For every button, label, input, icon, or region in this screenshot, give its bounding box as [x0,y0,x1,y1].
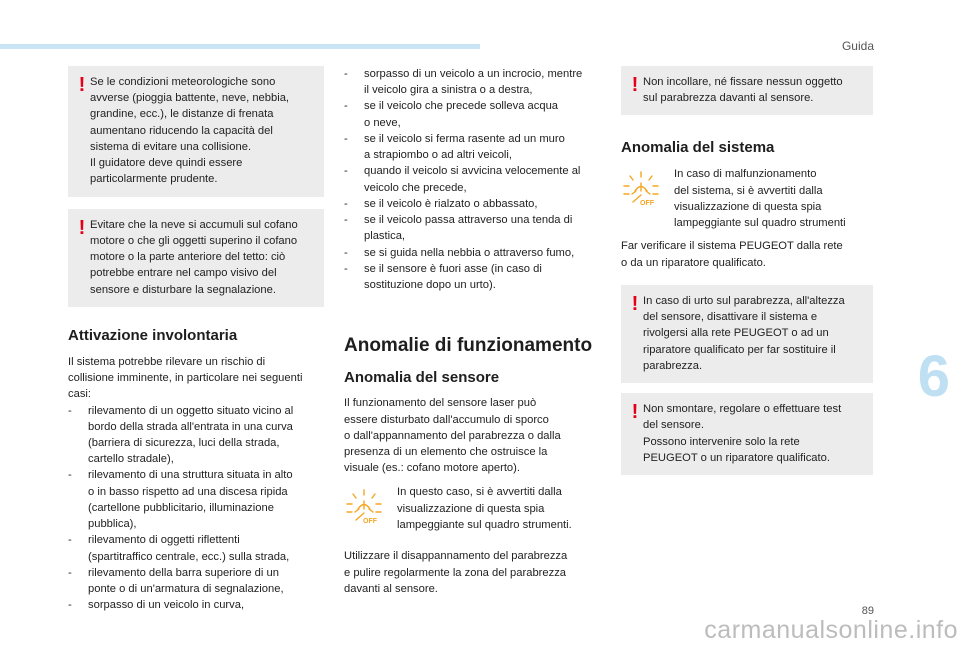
warning-text: Se le condizioni meteorologiche sono avverse (pioggia battente, neve, nebbia, grandine, ecc.), le distanze di frenata aumentano riducendo la capacità del sistema di evitare una collisione. Il guidatore deve quindi essere particolarmente prudente. [90,76,290,186]
heading-anomalia-del-sensore: Anomalia del sensore [344,369,500,387]
svg-text:OFF: OFF [363,518,377,526]
list-item: - rilevamento di un oggetto situato vicino al bordo della strada all'entrata in una curva (barriera di sicurezza, luci della strada, cartello stradale), [68,404,294,466]
list-item: - se il veicolo è rialzato o abbassato, [344,197,538,210]
heading-anomalie-di-funzionamento: Anomalie di funzionamento [344,335,593,357]
heading-anomalia-del-sistema: Anomalia del sistema [621,139,775,157]
list-item: - sorpasso di un veicolo a un incrocio, mentre il veicolo gira a sinistra o a destra, [344,68,583,97]
chapter-number: 6 [917,344,950,409]
page-number: 89 [861,605,874,617]
intro-paragraph: Il sistema potrebbe rilevare un rischio di collisione imminente, in particolare nei seguenti casi: [68,355,303,401]
section-title: Guida [841,39,874,53]
warning-icon: ! [631,292,639,315]
warning-box-weather [68,66,324,197]
warning-box-no-tamper [621,393,873,475]
column-left [68,66,324,614]
list-item: - se il veicolo che precede solleva acqua o neve, [344,100,559,129]
warning-text: Non smontare, regolare o effettuare test del sensore. Possono intervenire solo la rete PEUGEOT o un riparatore qualificato. [643,403,842,464]
list-item: - quando il veicolo si avvicina velocemente al veicolo che precede, [344,165,581,194]
watermark: carmanualsonline.info [704,616,958,644]
warning-text: Evitare che la neve si accumuli sul cofano motore o che gli oggetti superino il cofano motore o la parte anteriore del tetto: ciò potrebbe entrare nel campo visivo del sensore e disturbare la segnalazione. [90,218,298,296]
warning-icon: ! [78,74,86,96]
list-item: - se il veicolo passa attraverso una tenda di plastica, [344,214,573,243]
warning-icon: ! [631,401,639,424]
column-right [621,66,873,485]
defog-paragraph: Utilizzare il disappannamento del parabrezza e pulire regolarmente la zona del parabrezza davanti al sensore. [344,550,568,595]
warning-box-windscreen [621,66,873,115]
bullet-list [68,403,324,614]
svg-text:OFF: OFF [640,200,654,208]
collision-warning-off-lamp-icon [344,488,384,528]
list-item: - se il sensore è fuori asse (in caso di sostituzione dopo un urto). [344,262,542,292]
sensor-paragraph: Il funzionamento del sensore laser può essere disturbato dall'accumulo di sporco o dall'appannamento del parabrezza o dalla presenza di un elemento che ostruisce la visuale (es.: cofano motore aperto). [344,397,561,475]
sensor-lamp-text: In questo caso, si è avvertiti dalla visualizzazione di questa spia lampeggiante sul quadro strumenti. [397,486,572,531]
sensor-lamp-row [344,484,600,542]
heading-attivazione-involontaria: Attivazione involontaria [68,326,238,344]
system-lamp-row [621,166,873,230]
check-system-paragraph: Far verificare il sistema PEUGEOT dalla rete o da un riparatore qualificato. [621,240,843,269]
warning-text: In caso di urto sul parabrezza, all'altezza del sensore, disattivare il sistema e rivolgersi alla rete PEUGEOT o ad un riparatore qualificato per far sostituire il parabrezza. [643,294,845,372]
warning-text: Non incollare, né fissare nessun oggetto sul parabrezza davanti al sensore. [643,76,843,105]
list-item: - se il veicolo si ferma rasente ad un muro a strapiombo o ad altri veicoli, [344,132,565,162]
warning-icon: ! [631,74,639,96]
column-middle [344,66,600,597]
warning-box-impact [621,285,873,383]
list-item: - rilevamento di oggetti riflettenti (spartitraffico centrale, ecc.) sulla strada, [68,534,290,563]
collision-warning-off-lamp-icon [621,170,661,210]
list-item: - se si guida nella nebbia o attraverso fumo, [344,246,575,259]
header-accent-bar [0,44,480,49]
bullet-list [344,66,600,293]
system-lamp-text: In caso di malfunzionamento del sistema, si è avvertiti dalla visualizzazione di questa spia lampeggiante sul quadro strumenti [674,168,846,230]
warning-icon: ! [78,216,86,239]
list-item: - sorpasso di un veicolo in curva, [68,599,245,612]
list-item: - rilevamento di una struttura situata in alto o in basso rispetto ad una discesa ripida (cartellone pubblicitario, illuminazione pubblica), [68,469,293,531]
list-item: - rilevamento della barra superiore di un ponte o di un'armatura di segnalazione, [68,566,284,596]
warning-box-snow [68,209,324,307]
